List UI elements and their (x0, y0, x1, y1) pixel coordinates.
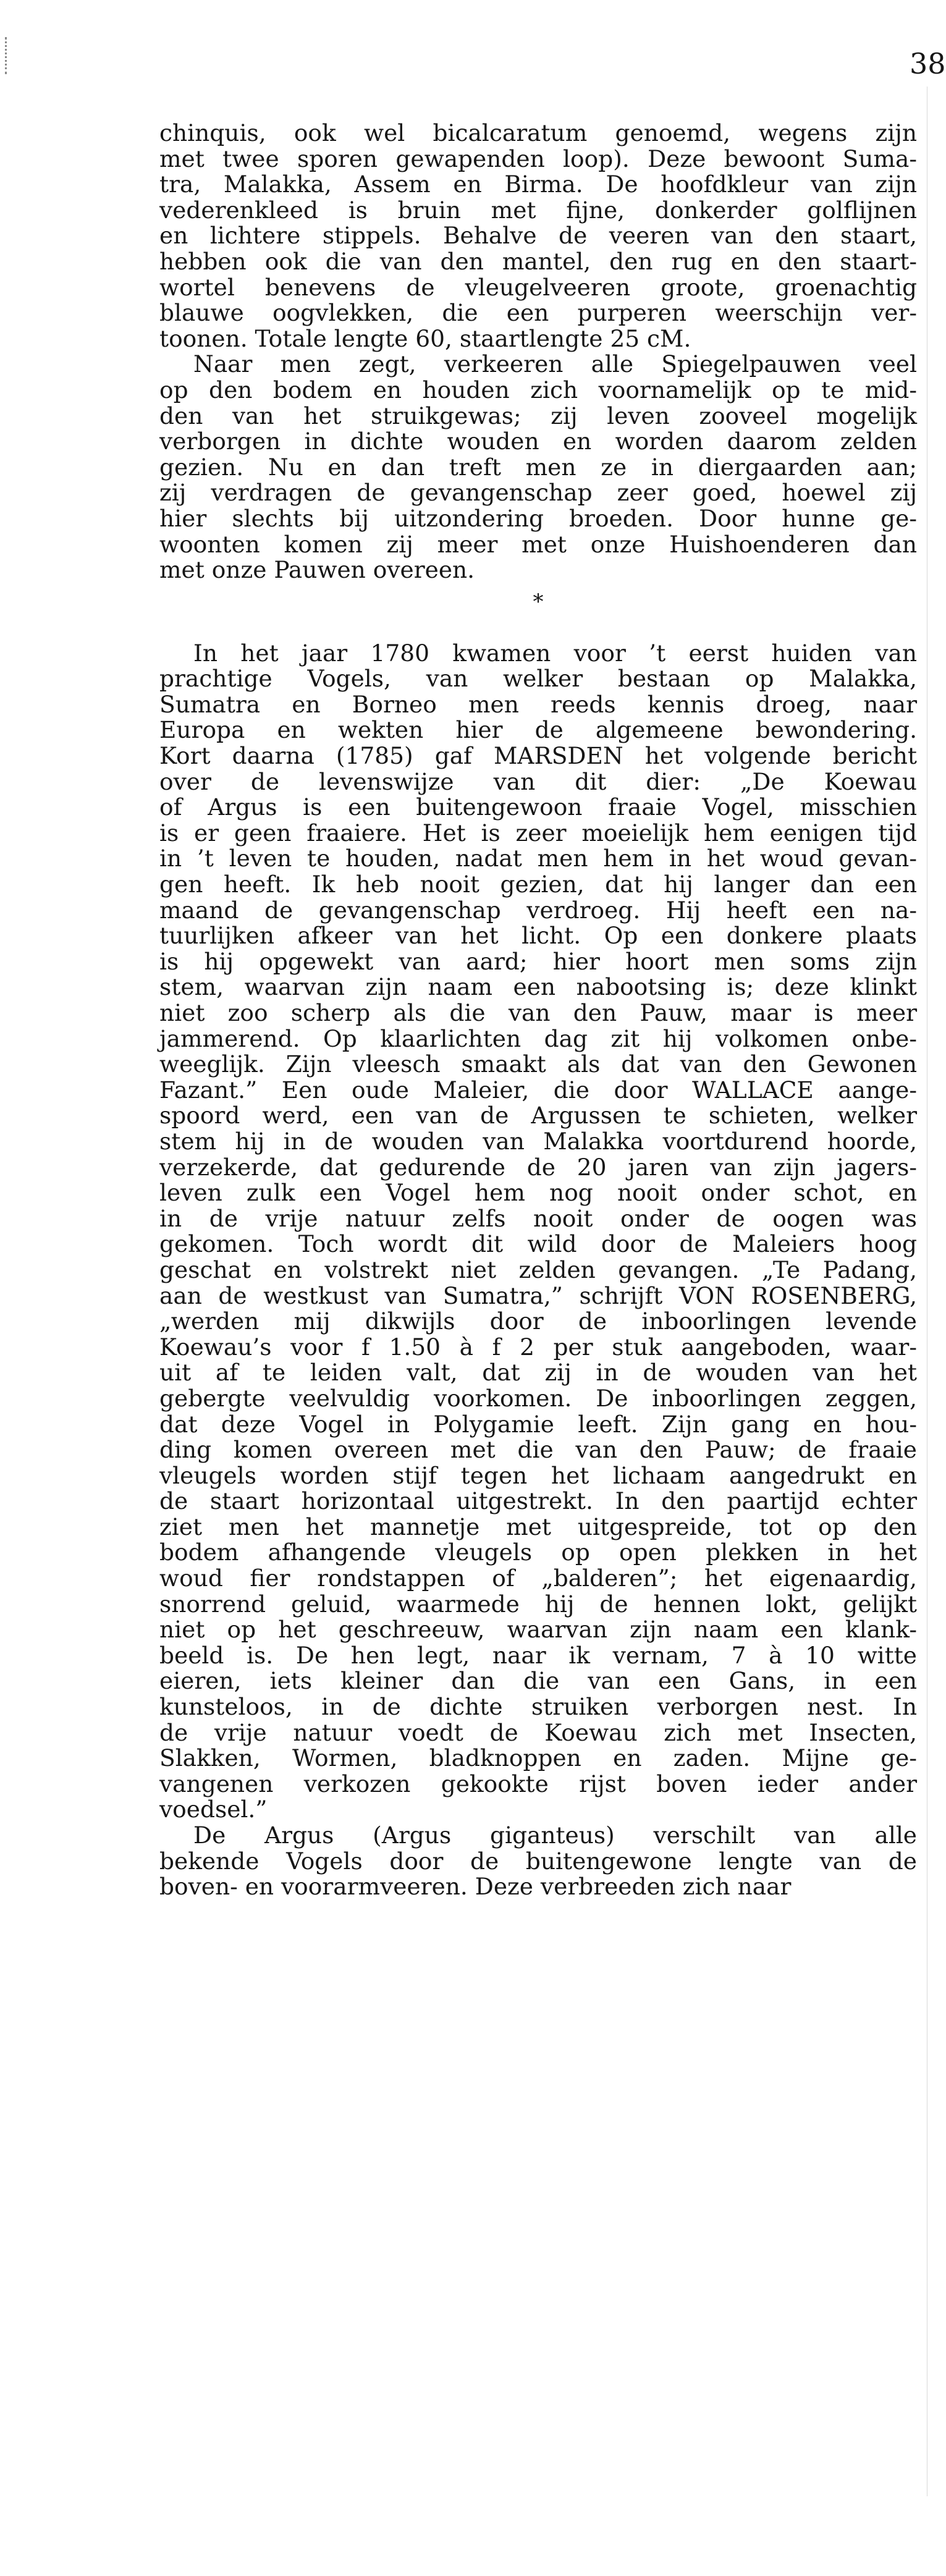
text-line: de vrije natuur voedt de Koewau zich met Insecten, (159, 1718, 917, 1746)
text-line: wortel benevens de vleugelveeren groote, groenachtig (159, 273, 917, 301)
text-line: Europa en wekten hier de algemeene bewondering. (159, 716, 917, 744)
text-line: in de vrije natuur zelfs nooit onder de oogen was (159, 1204, 917, 1232)
text-line: verborgen in dichte wouden en worden daarom zelden (159, 428, 917, 455)
text-line: hebben ook die van den mantel, den rug en den staart- (159, 247, 917, 275)
text-line: hier slechts bij uitzondering broeden. Door hunne ge- (159, 504, 917, 532)
text-line: Koewau’s voor f 1.50 à f 2 per stuk aangeboden, waar- (159, 1333, 917, 1361)
text-line: leven zulk een Vogel hem nog nooit onder schot, en (159, 1179, 917, 1207)
text-line: „werden mij dikwijls door de inboorlingen levende (159, 1307, 917, 1335)
text-line: eieren, iets kleiner dan die van een Gans, in een (159, 1667, 917, 1695)
margin-mark (5, 37, 9, 74)
text-line: verzekerde, dat gedurende de 20 jaren van zijn jagers- (159, 1153, 917, 1181)
text-line: dat deze Vogel in Polygamie leeft. Zijn gang en hou- (159, 1410, 917, 1438)
text-line: blauwe oogvlekken, die een purperen weerschijn ver- (159, 299, 917, 327)
text-line: vederenkleed is bruin met fijne, donkerder golflijnen (159, 196, 917, 224)
text-line: prachtige Vogels, van welker bestaan op Malakka, (159, 665, 917, 693)
text-line: aan de westkust van Sumatra,” schrijft VON ROSENBERG, (159, 1282, 917, 1309)
text-line: woud fier rondstappen of „balderen”; het eigenaardig, (159, 1565, 917, 1592)
text-line: Naar men zegt, verkeeren alle Spiegelpauwen veel (193, 350, 917, 378)
paragraph-peacock-pheasant-habits (159, 352, 917, 583)
text-line: zij verdragen de gevangenschap zeer goed, hoewel zij (159, 479, 917, 507)
text-line: jammerend. Op klaarlichten dag zit hij volkomen onbe- (159, 1024, 917, 1052)
text-line: niet op het geschreeuw, waarvan zijn naam een klank- (159, 1616, 917, 1644)
text-line: boven- en voorarmveeren. Deze verbreeden zich naar (159, 1873, 792, 1901)
text-line: met onze Pauwen overeen. (159, 556, 475, 584)
text-line: tuurlijken afkeer van het licht. Op een donkere plaats (159, 922, 917, 950)
text-line: beeld is. De hen legt, naar ik vernam, 7 à 10 witte (159, 1641, 917, 1669)
text-line: met twee sporen gewapenden loop). Deze bewoont Suma- (159, 145, 917, 172)
text-line: Kort daarna (1785) gaf MARSDEN het volgende bericht (159, 742, 917, 770)
text-line: voedsel.” (159, 1796, 268, 1823)
text-line: niet zoo scherp als die van den Pauw, maar is meer (159, 999, 917, 1026)
paragraph-peacock-pheasant-description (159, 120, 917, 352)
text-line: uit af te leiden valt, dat zij in de wouden van het (159, 1359, 917, 1387)
text-line: chinquis, ook wel bicalcaratum genoemd, wegens zijn (159, 119, 917, 146)
section-separator: * (533, 589, 544, 614)
text-column (159, 120, 917, 1900)
text-line: tra, Malakka, Assem en Birma. De hoofdkleur van zijn (159, 171, 917, 198)
text-line: weeglijk. Zijn vleesch smaakt als dat van den Gewonen (159, 1050, 917, 1078)
text-line: en lichtere stippels. Behalve de veeren van den staart, (159, 222, 917, 250)
text-line: De Argus (Argus giganteus) verschilt van alle (193, 1822, 917, 1849)
text-line: stem, waarvan zijn naam een nabootsing is; deze klinkt (159, 973, 917, 1001)
text-line: gen heeft. Ik heb nooit gezien, dat hij langer dan een (159, 871, 917, 898)
paragraph-argus-description (159, 1823, 917, 1900)
text-line: stem hij in de wouden van Malakka voortdurend hoorde, (159, 1127, 917, 1155)
text-line: op den bodem en houden zich voornamelijk op te mid- (159, 376, 917, 403)
text-line: geschat en volstrekt niet zelden gevangen. „Te Padang, (159, 1256, 917, 1283)
text-line: woonten komen zij meer met onze Huishoenderen dan (159, 530, 917, 558)
text-line: ziet men het mannetje met uitgespreide, tot op den (159, 1513, 917, 1540)
text-line: toonen. Totale lengte 60, staartlengte 25 cM. (159, 324, 691, 352)
text-line: spoord werd, een van de Argussen te schieten, welker (159, 1102, 917, 1130)
text-line: In het jaar 1780 kwamen voor ’t eerst huiden van (193, 639, 917, 667)
text-line: bekende Vogels door de buitengewone lengte van de (159, 1847, 917, 1875)
text-line: gekomen. Toch wordt dit wild door de Maleiers hoog (159, 1230, 917, 1258)
text-line: maand de gevangenschap verdroeg. Hij heeft een na- (159, 896, 917, 924)
text-line: of Argus is een buitengewoon fraaie Vogel, misschien (159, 793, 917, 821)
page-number: 38 (910, 47, 946, 80)
text-line: Sumatra en Borneo men reeds kennis droeg, naar (159, 690, 917, 718)
text-line: is er geen fraaiere. Het is zeer moeielijk hem eenigen tijd (159, 819, 917, 847)
text-line: in ’t leven te houden, nadat men hem in het woud gevan- (159, 845, 917, 872)
text-line: bodem afhangende vleugels op open plekken in het (159, 1539, 917, 1566)
text-line: kunsteloos, in de dichte struiken verborgen nest. In (159, 1693, 917, 1721)
text-line: de staart horizontaal uitgestrekt. In den paartijd echter (159, 1487, 917, 1515)
text-line: gezien. Nu en dan treft men ze in diergaarden aan; (159, 453, 917, 481)
text-line: ding komen overeen met die van den Pauw; de fraaie (159, 1436, 917, 1464)
text-line: gebergte veelvuldig voorkomen. De inboorlingen zeggen, (159, 1384, 917, 1412)
text-line: vleugels worden stijf tegen het lichaam aangedrukt en (159, 1461, 917, 1489)
paragraph-argus-history (159, 641, 917, 1823)
text-line: den van het struikgewas; zij leven zooveel mogelijk (159, 402, 917, 429)
text-line: is hij opgewekt van aard; hier hoort men soms zijn (159, 947, 917, 975)
text-line: Slakken, Wormen, bladknoppen en zaden. Mijne ge- (159, 1744, 917, 1772)
text-line: Fazant.” Een oude Maleier, die door WALLACE aange- (159, 1076, 917, 1104)
text-line: over de levenswijze van dit dier: „De Koewau (159, 767, 917, 795)
text-line: vangenen verkozen gekookte rijst boven ieder ander (159, 1770, 917, 1797)
text-line: snorrend geluid, waarmede hij de hennen lokt, gelijkt (159, 1590, 917, 1618)
